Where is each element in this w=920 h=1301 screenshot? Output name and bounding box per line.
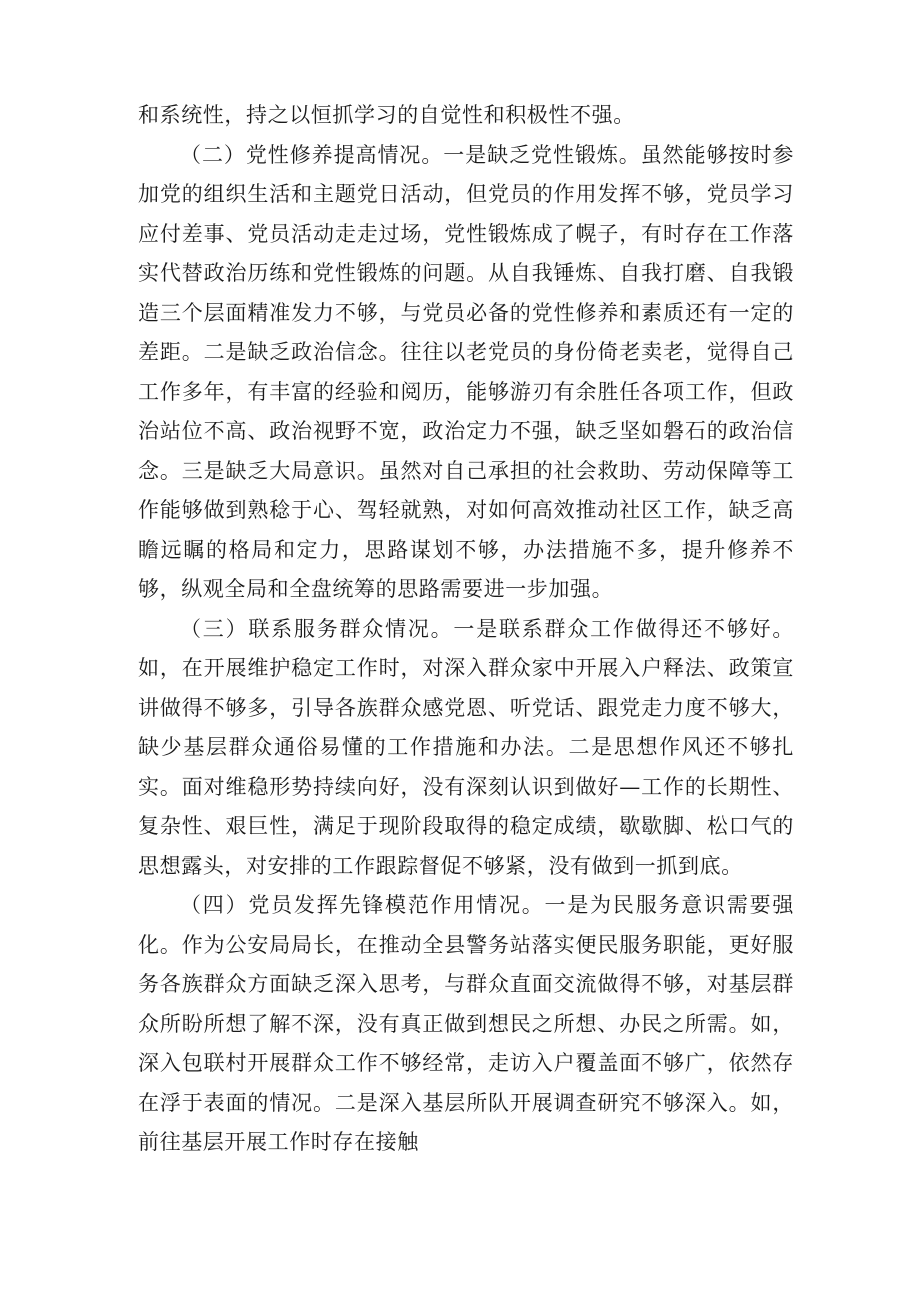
paragraph-vanguard-role: （四）党员发挥先锋模范作用情况。一是为民服务意识需要强化。作为公安局局长，在推动全县警务站落实便民服务职能，更好服务各族群众方面缺乏深入思考，与群众直面交流做得不够，对基层群众所盼所想了解不深，没有真正做到想民之所想、办民之所需。如，深入包联村开展群众工作不够经常，走访入户覆盖面不够广，依然存在浮于表面的情况。二是深入基层所队开展调查研究不够深入。如，前往基层开展工作时存在接触 — [138, 893, 794, 1154]
paragraph-serving-masses: （三）联系服务群众情况。一是联系群众工作做得还不够好。如，在开展维护稳定工作时，对深入群众家中开展入户释法、政策宣讲做得不够多，引导各族群众感党恩、听党话、跟党走力度不够大，缺少基层群众通俗易懂的工作措施和办法。二是思想作风还不够扎实。面对维稳形势持续向好，没有深刻认识到做好—工作的长期性、复杂性、艰巨性，满足于现阶段取得的稳定成绩，歇歇脚、松口气的思想露头，对安排的工作跟踪督促不够紧，没有做到一抓到底。 — [138, 616, 794, 878]
document-body — [138, 96, 794, 1163]
paragraph-party-spirit: （二）党性修养提高情况。一是缺乏党性锻炼。虽然能够按时参加党的组织生活和主题党日活动，但党员的作用发挥不够，党员学习应付差事、党员活动走走过场，党性锻炼成了幌子，有时存在工作落实代替政治历练和党性锻炼的问题。从自我锤炼、自我打磨、自我锻造三个层面精准发力不够，与党员必备的党性修养和素质还有一定的差距。二是缺乏政治信念。往往以老党员的身份倚老卖老，觉得自己工作多年，有丰富的经验和阅历，能够游刃有余胜任各项工作，但政治站位不高、政治视野不宽，政治定力不强，缺乏坚如磐石的政治信念。三是缺乏大局意识。虽然对自己承担的社会救助、劳动保障等工作能够做到熟稔于心、驾轻就熟，对如何高效推动社区工作，缺乏高瞻远瞩的格局和定力，思路谋划不够，办法措施不多，提升修养不够，纵观全局和全盘统筹的思路需要进一步加强。 — [138, 142, 794, 601]
paragraph-continuation: 和系统性，持之以恒抓学习的自觉性和积极性不强。 — [138, 103, 635, 127]
